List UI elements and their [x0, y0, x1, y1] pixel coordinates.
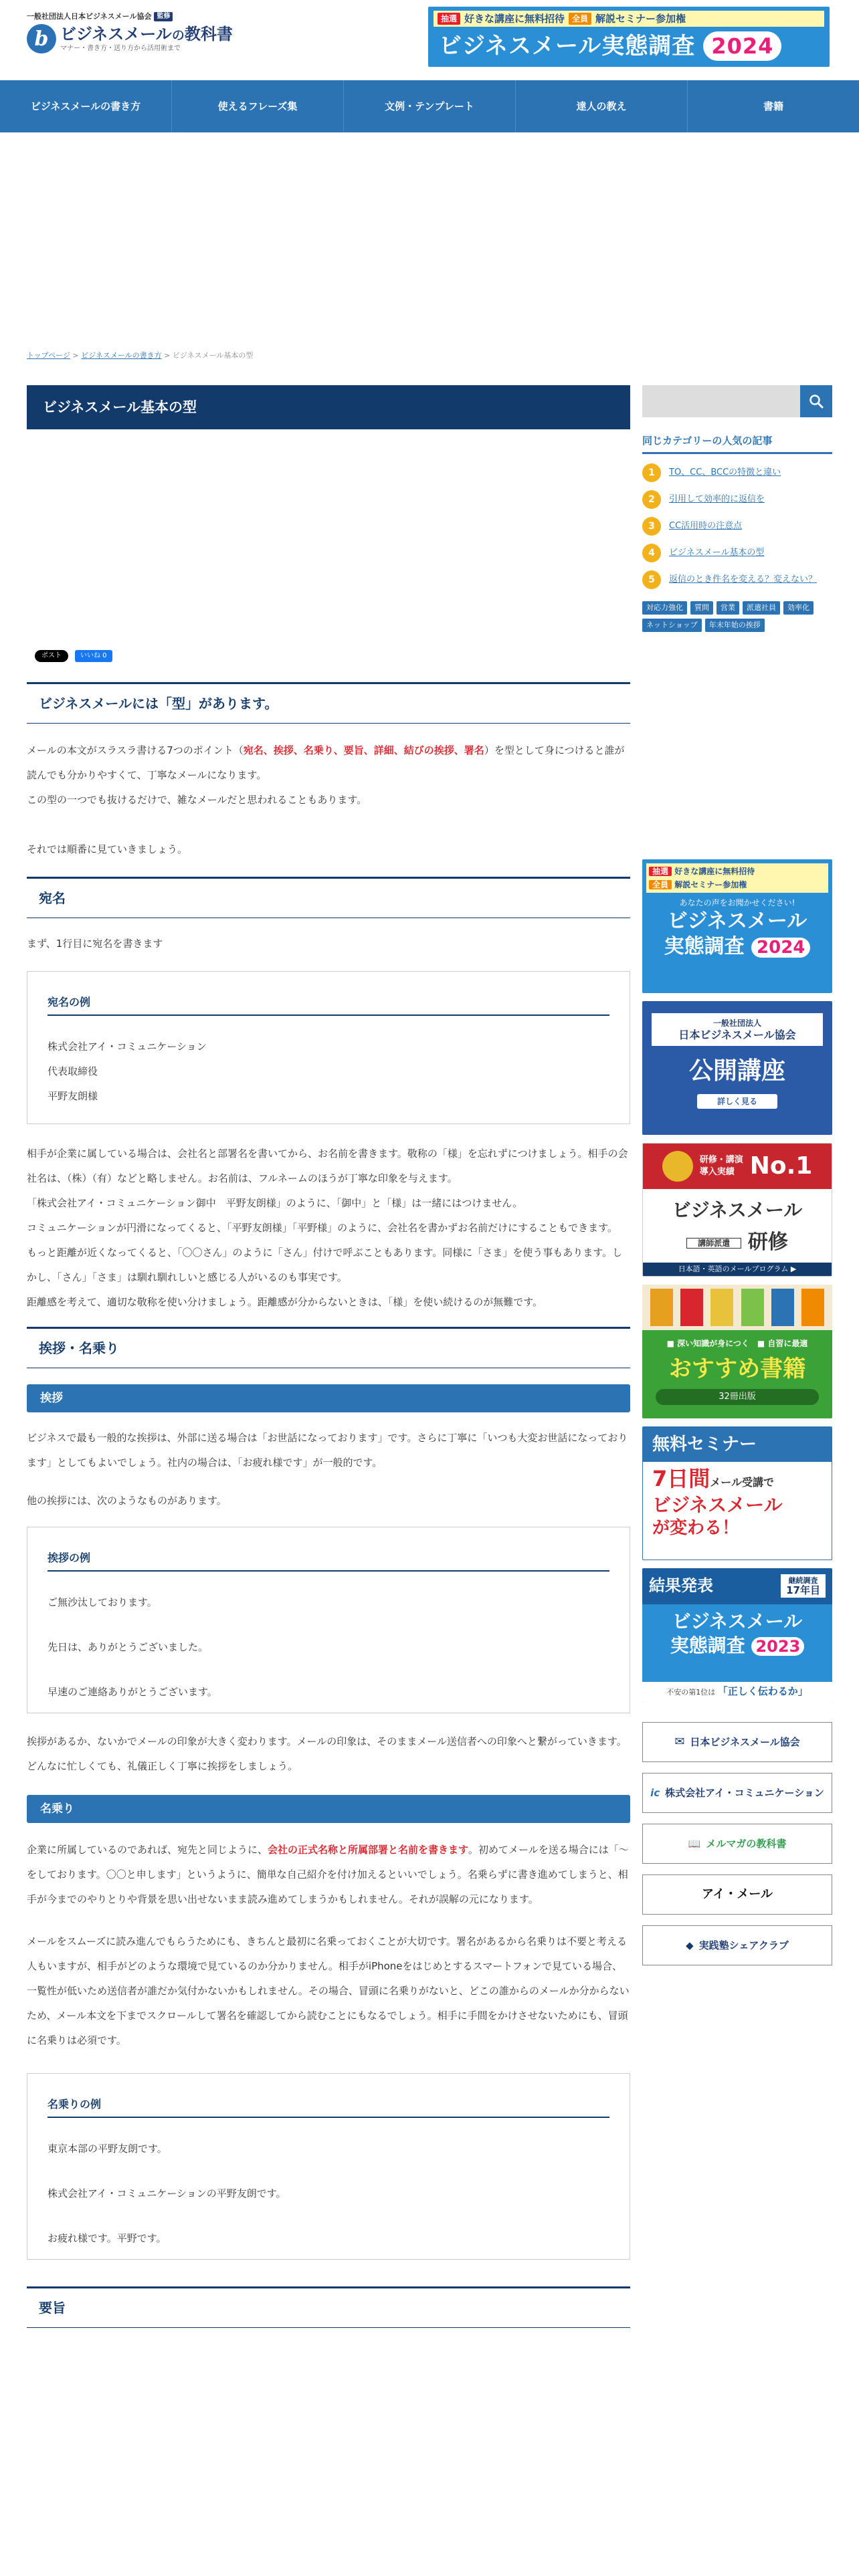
- tag[interactable]: 質問: [690, 601, 713, 615]
- medal-icon: [662, 1151, 693, 1182]
- share-club-icon: ◆: [686, 1939, 694, 1951]
- nav-masters[interactable]: 達人の教え: [516, 80, 688, 132]
- popular-list: [642, 463, 832, 589]
- main-content: [27, 385, 630, 2328]
- rank-badge: 5: [642, 570, 661, 589]
- breadcrumb-home[interactable]: トップページ: [27, 351, 71, 360]
- example-line: 代表取締役: [47, 1065, 98, 1077]
- popular-item: [642, 463, 832, 482]
- popular-item: [642, 490, 832, 509]
- atena-paragraph: もっと距離が近くなってくると、「〇〇さん」のように「さん」付けで呼ぶこともあります。同様に「さま」を使う事もあります。しかし、「さん」「さま」は馴れ馴れしいと感じる人がいるのも事実です。: [27, 1247, 623, 1283]
- nav-books[interactable]: 書籍: [763, 100, 783, 112]
- example-line: 株式会社アイ・コミュニケーションの平野友朗です。: [47, 2187, 286, 2199]
- ad-seminar[interactable]: 無料セミナー 7日間メール受講で ビジネスメール が変わる！: [642, 1426, 832, 1560]
- search-icon: [809, 394, 824, 409]
- global-nav: [0, 80, 859, 132]
- heading-atena: 宛名: [27, 877, 630, 918]
- logo-org: 一般社団法人日本ビジネスメール協会: [27, 12, 152, 21]
- nanori-paragraph: 企業に所属しているのであれば、宛先と同じように、会社の正式名称と所属部署と名前を書きます。初めてメールを送る場合には「～をしております。〇〇と申します」というように、簡単な自己紹介を付け加えるといいでしょう。名乗らずに書き進めてしまうと、相手が今までのやりとりや背景を思い出せないまま読み進めてしまうかもしれません。それが誤解の元になります。: [27, 1844, 629, 1905]
- site-header: [0, 0, 859, 80]
- subheading-nanori: 名乗り: [27, 1795, 630, 1823]
- example-title: 名乗りの例: [47, 2097, 609, 2118]
- nanori-example-box: [27, 2073, 630, 2260]
- subheading-aisatsu: 挨拶: [27, 1384, 630, 1412]
- partner-logos: [642, 1722, 832, 1965]
- example-line: 東京本部の平野友朗です。: [47, 2143, 167, 2155]
- page-title: ビジネスメール基本の型: [27, 385, 630, 429]
- example-line: ご無沙汰しております。: [47, 1596, 157, 1608]
- book-icon: 📖: [688, 1837, 701, 1850]
- ad-open-course[interactable]: 一般社団法人 日本ビジネスメール協会 公開講座 詳しく見る: [642, 1001, 832, 1135]
- ad-books[interactable]: ■ 深い知識が身につく ■ 自習に最適 おすすめ書籍 32冊出版: [642, 1285, 832, 1418]
- popular-link[interactable]: ビジネスメール基本の型: [669, 548, 765, 558]
- search-input[interactable]: [642, 385, 800, 417]
- breadcrumb-current: ビジネスメール基本の型: [172, 351, 254, 360]
- example-line: 株式会社アイ・コミュニケーション: [47, 1041, 207, 1053]
- aisatsu-paragraph: 他の挨拶には、次のようなものがあります。: [27, 1495, 227, 1507]
- atena-paragraph: 距離感を考えて、適切な敬称を使い分けましょう。距離感が分からないときは、「様」を使い続けるのが無難です。: [27, 1296, 543, 1308]
- breadcrumb-parent[interactable]: ビジネスメールの書き方: [81, 351, 162, 360]
- atena-paragraph: まず、1行目に宛名を書きます: [27, 938, 163, 950]
- logo-subtitle: マナー・書き方・送り方から活用術まで: [60, 45, 181, 52]
- heading-aisatsu: 挨拶・名乗り: [27, 1327, 630, 1368]
- ic-logo-icon: ic: [650, 1786, 660, 1799]
- example-line: お疲れ様です。平野です。: [47, 2232, 167, 2244]
- example-title: 挨拶の例: [47, 1550, 609, 1572]
- aisatsu-paragraph: ビジネスで最も一般的な挨拶は、外部に送る場合は「お世話になっております」です。さらに丁寧に「いつも大変お世話になっております」としてもよいでしょう。社内の場合は、「お疲れ様です」が一般的です。: [27, 1432, 628, 1469]
- tag[interactable]: 営業: [717, 601, 739, 615]
- share-buttons: [35, 650, 112, 662]
- example-line: 早速のご連絡ありがとうございます。: [47, 1686, 217, 1698]
- aisatsu-paragraph: 挨拶があるか、ないかでメールの印象が大きく変わります。メールの印象は、そのままメール送信者への印象へと繋がっていきます。どんなに忙しくても、礼儀正しく丁寧に挨拶をしましょう。: [27, 1735, 627, 1772]
- tag[interactable]: 年末年始の挨拶: [705, 619, 765, 632]
- nav-phrases[interactable]: 使えるフレーズ集: [172, 80, 344, 132]
- popular-item: [642, 544, 832, 562]
- rank-badge: 1: [642, 463, 661, 482]
- nav-writing[interactable]: ビジネスメールの書き方: [0, 80, 172, 132]
- example-line: 平野友朗様: [47, 1090, 98, 1102]
- ad-survey-result-2023[interactable]: 結果発表 継続調査 17年目 ビジネスメール 実態調査 2023 不安の第1位は 「正しく伝わるか」: [642, 1568, 832, 1702]
- aisatsu-example-box: [27, 1527, 630, 1713]
- tag[interactable]: 対応力強化: [642, 601, 687, 615]
- popular-link[interactable]: CC活用時の注意点: [669, 521, 743, 531]
- tag[interactable]: 派遣社員: [743, 601, 780, 615]
- intro-paragraph-2: この型の一つでも抜けるだけで、雑なメールだと思われることもあります。: [27, 794, 367, 806]
- details-button: 詳しく見る: [697, 1094, 777, 1109]
- ad-training[interactable]: 研修・講演 導入実績 No.1 ビジネスメール 講師派遣 研修 日本語・英語のメールプログラム ▶: [642, 1143, 832, 1277]
- intro-paragraph: メールの本文がスラスラ書ける7つのポイント（宛名、挨拶、名乗り、要旨、詳細、結びの挨拶、署名）を型として身につけると誰が読んでも分かりやすくて、丁寧なメールになります。: [27, 744, 625, 781]
- atena-example-box: [27, 971, 630, 1124]
- tag[interactable]: 効率化: [783, 601, 814, 615]
- logo-title: ビジネスメールの教科書: [60, 25, 233, 43]
- breadcrumb: トップページ > ビジネスメールの書き方 > ビジネスメール基本の型: [27, 351, 254, 360]
- nanori-paragraph: メールをスムーズに読み進んでもらうためにも、きちんと最初に名乗っておくことが大切です。署名があるから名乗りは不要と考える人もいますが、相手がどのような環境で見ているのか分かりません。相手がiPhoneをはじめとするスマートフォンで見ている場合、一覧性が低いため送信者が誰だか気付かないかもしれません。その場合、冒頭に名乗りがないと、どこの誰からのメールか分からないため、メール本文を下までスクロールして署名を確認してから読むことにもなるでしょう。相手に手間をかけさせないためにも、冒頭に名乗りは必須です。: [27, 1935, 630, 2046]
- book-covers: [642, 1285, 832, 1330]
- logo-share-club[interactable]: ◆ 実践塾シェアクラブ: [642, 1925, 832, 1965]
- logo-i-communication[interactable]: ic 株式会社アイ・コミュニケーション: [642, 1773, 832, 1813]
- rank-badge: 4: [642, 544, 661, 562]
- intro-paragraph-3: それでは順番に見ていきましょう。: [27, 843, 188, 855]
- atena-paragraph: 相手が企業に属している場合は、会社名と部署名を書いてから、お名前を書きます。敬称の「様」を忘れずにつけましょう。相手の会社名は、（株）（有）などと略しません。お名前は、フルネームのほうが丁寧な印象を与えます。: [27, 1148, 628, 1184]
- popular-heading: 同じカテゴリーの人気の記事: [642, 433, 832, 454]
- example-title: 宛名の例: [47, 994, 609, 1016]
- atena-paragraph: 「株式会社アイ・コミュニケーション御中 平野友朗様」のように、「御中」と「様」は一緒にはつけません。: [27, 1197, 523, 1209]
- tag-list: [642, 601, 832, 632]
- search-button[interactable]: [800, 385, 832, 417]
- logo-i-mail[interactable]: アイ・メール: [642, 1874, 832, 1915]
- rank-badge: 2: [642, 490, 661, 509]
- nav-templates[interactable]: 文例・テンプレート: [344, 80, 516, 132]
- envelope-icon: ✉: [674, 1734, 685, 1749]
- logo-business-mail-association[interactable]: ✉ 日本ビジネスメール協会: [642, 1722, 832, 1762]
- ad-survey-2024[interactable]: 抽選 好きな講座に無料招待 全員 解説セミナー参加権 あなたの声をお聞かせください! ビジネスメール 実態調査 2024: [642, 859, 832, 993]
- tag[interactable]: ネットショップ: [642, 619, 702, 632]
- example-line: 先日は、ありがとうございました。: [47, 1641, 209, 1653]
- survey-banner[interactable]: 抽選 好きな講座に無料招待 全員 解説セミナー参加権 ビジネスメール実態調査 2024: [428, 7, 830, 67]
- logo-merumaga[interactable]: 📖 メルマガの教科書: [642, 1824, 832, 1864]
- sidebar: [642, 385, 832, 1976]
- popular-link[interactable]: 引用して効率的に返信を: [669, 494, 765, 504]
- search-form: [642, 385, 832, 417]
- popular-item: [642, 570, 832, 589]
- tweet-button[interactable]: ポスト: [35, 650, 68, 662]
- site-logo[interactable]: [27, 12, 254, 53]
- heading-intro: ビジネスメールには「型」があります。: [27, 682, 630, 724]
- popular-link[interactable]: TO、CC、BCCの特徴と違い: [669, 467, 781, 477]
- popular-item: [642, 517, 832, 536]
- atena-paragraph: コミュニケーションが円滑になってくると、「平野友朗様」「平野様」のように、会社名を書かずお名前だけにすることもできます。: [27, 1222, 617, 1234]
- rank-badge: 3: [642, 517, 661, 536]
- logo-badge: 監修: [154, 12, 173, 21]
- popular-link[interactable]: 返信のとき件名を変える？変えない？: [669, 574, 818, 584]
- facebook-like-button[interactable]: いいね 0: [75, 650, 112, 662]
- logo-mark-icon: b: [27, 24, 56, 53]
- heading-youshi: 要旨: [27, 2286, 630, 2328]
